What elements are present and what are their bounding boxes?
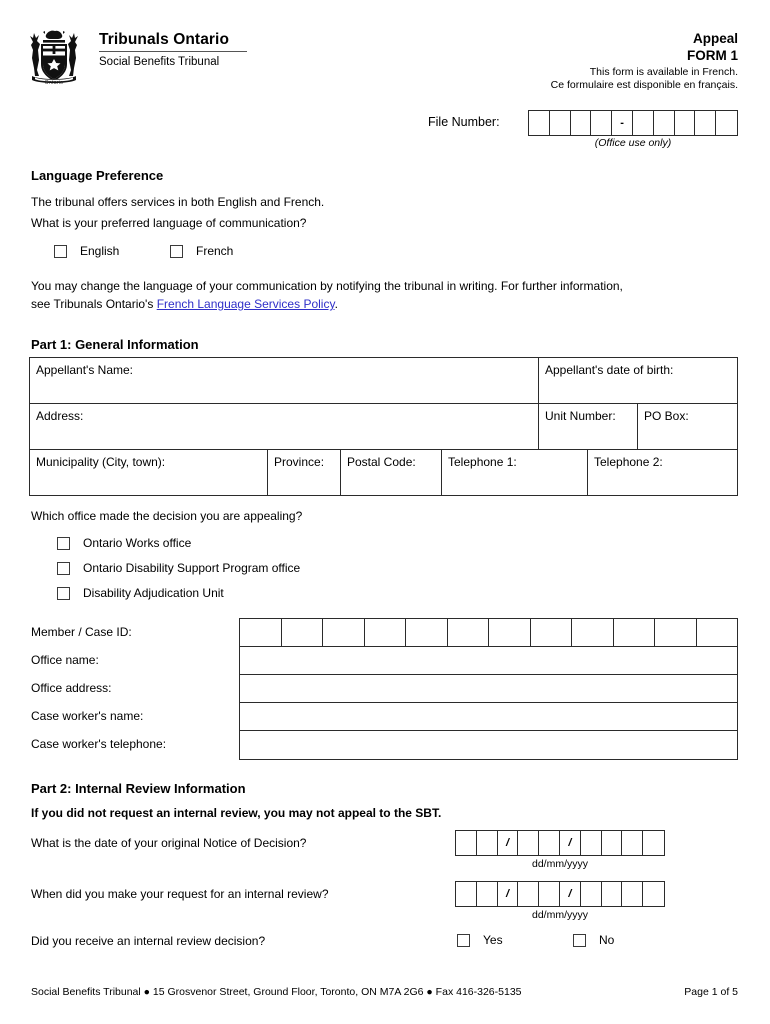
internal-review-date-cell-4[interactable] [539,882,560,906]
member-case-id-cell-5[interactable] [448,619,490,646]
file-number-cell-6[interactable] [654,111,675,135]
part2-warning: If you did not request an internal review, you may not appeal to the SBT. [31,806,442,820]
label-french: French [196,244,234,258]
label-office-option-1: Ontario Disability Support Program office [83,561,301,575]
postal-code-label: Postal Code: [347,455,416,469]
file-number-cell-5[interactable] [633,111,654,135]
internal-review-date-cell-7[interactable] [602,882,623,906]
form-number: FORM 1 [686,48,738,63]
checkbox-ontario-works-office[interactable] [57,537,70,550]
table-row [30,358,737,404]
ontario-coat-of-arms-icon [24,26,84,88]
member-case-id-cell-2[interactable] [323,619,365,646]
file-number-cell-8[interactable] [695,111,716,135]
language-notice-line-1: You may change the language of your communication by notifying the tribunal in writing. For further information, [31,279,623,293]
original-notice-date-cell-5[interactable]: / [560,831,581,855]
telephone1-label: Telephone 1: [448,455,517,469]
checkbox-french[interactable] [170,245,183,258]
original-notice-date-cell-4[interactable] [539,831,560,855]
appellant-dob-label: Appellant's date of birth: [545,363,674,377]
original-notice-date-question: What is the date of your original Notice of Decision? [31,836,307,850]
page-header [0,0,770,100]
label-office-option-2: Disability Adjudication Unit [83,586,224,600]
internal-review-date-cell-6[interactable] [581,882,602,906]
language-line-1: The tribunal offers services in both English and French. [31,195,325,209]
office-use-only-note: (Office use only) [594,137,672,149]
office-option-ontario-works[interactable] [57,536,191,550]
postal-code-field[interactable] [341,450,442,495]
member-case-id-cell-4[interactable] [406,619,448,646]
part1-heading: Part 1: General Information [31,337,199,352]
internal-review-decision-no[interactable] [573,933,614,947]
original-notice-date-cell-9[interactable] [643,831,664,855]
appellant-dob-field[interactable] [539,358,737,403]
language-option-french[interactable] [170,244,233,258]
brand-title: Tribunals Ontario [99,31,230,48]
label-office-name: Office name: [31,653,99,667]
table-row [30,404,737,450]
municipality-label: Municipality (City, town): [36,455,166,469]
file-number-cell-4[interactable]: - [612,111,633,135]
member-case-id-cell-8[interactable] [572,619,614,646]
case-worker-name-field[interactable] [240,703,737,731]
unit-number-field[interactable] [539,404,638,449]
municipality-field[interactable] [30,450,268,495]
telephone2-field[interactable] [588,450,737,495]
french-availability-note [551,66,738,92]
member-case-id-cell-3[interactable] [365,619,407,646]
file-number-cell-7[interactable] [675,111,696,135]
availability-french: Ce formulaire est disponible en français. [550,79,738,91]
label-internal-review-yes: Yes [483,933,503,947]
case-info-labels [31,618,166,758]
label-office-option-0: Ontario Works office [83,536,192,550]
internal-review-request-date-input[interactable] [455,881,665,907]
coat-of-arms-caption: Ontario [44,80,64,86]
member-case-id-cell-6[interactable] [489,619,531,646]
appellant-name-field[interactable] [30,358,539,403]
internal-review-date-cell-5[interactable]: / [560,882,581,906]
internal-review-decision-yes[interactable] [457,933,503,947]
member-case-id-input[interactable] [240,619,737,646]
member-case-id-cell-0[interactable] [240,619,282,646]
deciding-office-question: Which office made the decision you are appealing? [31,509,303,523]
language-notice-suffix: . [334,297,338,311]
internal-review-request-date-question: When did you make your request for an internal review? [31,887,329,901]
checkbox-internal-review-no[interactable] [573,934,586,947]
checkbox-english[interactable] [54,245,67,258]
member-case-id-cell-7[interactable] [531,619,573,646]
brand-divider [99,51,247,52]
brand-subtitle: Social Benefits Tribunal [99,56,220,68]
file-number-input[interactable] [528,110,738,136]
language-line-2: What is your preferred language of communication? [31,216,307,230]
internal-review-date-cell-9[interactable] [643,882,664,906]
original-notice-date-cell-7[interactable] [602,831,623,855]
case-worker-telephone-field[interactable] [240,731,737,759]
file-number-cell-0[interactable] [529,111,550,135]
office-name-field[interactable] [240,647,737,675]
file-number-cell-3[interactable] [591,111,612,135]
label-office-address: Office address: [31,681,112,695]
original-notice-date-cell-1[interactable] [477,831,498,855]
internal-review-request-date-hint: dd/mm/yyyy [531,909,588,921]
original-notice-date-hint: dd/mm/yyyy [531,858,588,870]
label-member-case-id: Member / Case ID: [31,625,132,639]
language-notice-line-2 [31,297,741,311]
internal-review-date-cell-3[interactable] [518,882,539,906]
footer-page-number: Page 1 of 5 [684,986,738,998]
member-case-id-cell-10[interactable] [655,619,697,646]
original-notice-date-cell-8[interactable] [622,831,643,855]
member-case-id-cell-9[interactable] [614,619,656,646]
file-number-cell-2[interactable] [571,111,592,135]
french-language-services-policy-link[interactable]: French Language Services Policy [156,297,335,311]
file-number-cell-1[interactable] [550,111,571,135]
address-label: Address: [36,409,84,423]
label-english: English [80,244,120,258]
checkbox-disability-adjudication-unit[interactable] [57,587,70,600]
original-notice-date-cell-0[interactable] [456,831,477,855]
internal-review-date-cell-1[interactable] [477,882,498,906]
address-field[interactable] [30,404,539,449]
checkbox-odsp-office[interactable] [57,562,70,575]
office-address-field[interactable] [240,675,737,703]
po-box-field[interactable] [638,404,737,449]
po-box-label: PO Box: [644,409,689,423]
language-preference-heading: Language Preference [31,168,164,183]
member-case-id-cell-1[interactable] [282,619,324,646]
case-info-fields [239,618,738,760]
label-internal-review-no: No [599,933,615,947]
telephone2-label: Telephone 2: [594,455,663,469]
file-number-label: File Number: [428,115,500,129]
province-label: Province: [274,455,325,469]
unit-number-label: Unit Number: [545,409,616,423]
appellant-name-label: Appellant's Name: [36,363,134,377]
table-row [30,450,737,495]
original-notice-date-input[interactable] [455,830,665,856]
form-title-block [687,30,738,64]
received-internal-review-decision-question: Did you receive an internal review decision? [31,934,266,948]
language-option-english[interactable] [54,244,119,258]
original-notice-date-cell-2[interactable]: / [498,831,519,855]
brand-block [99,31,339,69]
language-change-notice [31,279,741,311]
label-case-worker-name: Case worker's name: [31,709,144,723]
checkbox-internal-review-yes[interactable] [457,934,470,947]
label-case-worker-telephone: Case worker's telephone: [31,737,167,751]
member-case-id-field[interactable] [240,619,737,647]
original-notice-date-cell-6[interactable] [581,831,602,855]
telephone1-field[interactable] [442,450,588,495]
part2-heading: Part 2: Internal Review Information [31,781,246,796]
internal-review-date-cell-8[interactable] [622,882,643,906]
office-option-odsp[interactable] [57,561,300,575]
form-type: Appeal [692,31,738,46]
appellant-information-table [29,357,738,496]
internal-review-date-cell-0[interactable] [456,882,477,906]
member-case-id-cell-11[interactable] [697,619,738,646]
original-notice-date-cell-3[interactable] [518,831,539,855]
language-notice-prefix: see Tribunals Ontario's [31,297,157,311]
internal-review-date-cell-2[interactable]: / [498,882,519,906]
office-option-dau[interactable] [57,586,224,600]
availability-english: This form is available in French. [589,66,738,78]
province-field[interactable] [268,450,341,495]
file-number-cell-9[interactable] [716,111,737,135]
footer-address: Social Benefits Tribunal ● 15 Grosvenor Street, Ground Floor, Toronto, ON M7A 2G6 ● Fax 416-326-5135 [31,986,522,998]
